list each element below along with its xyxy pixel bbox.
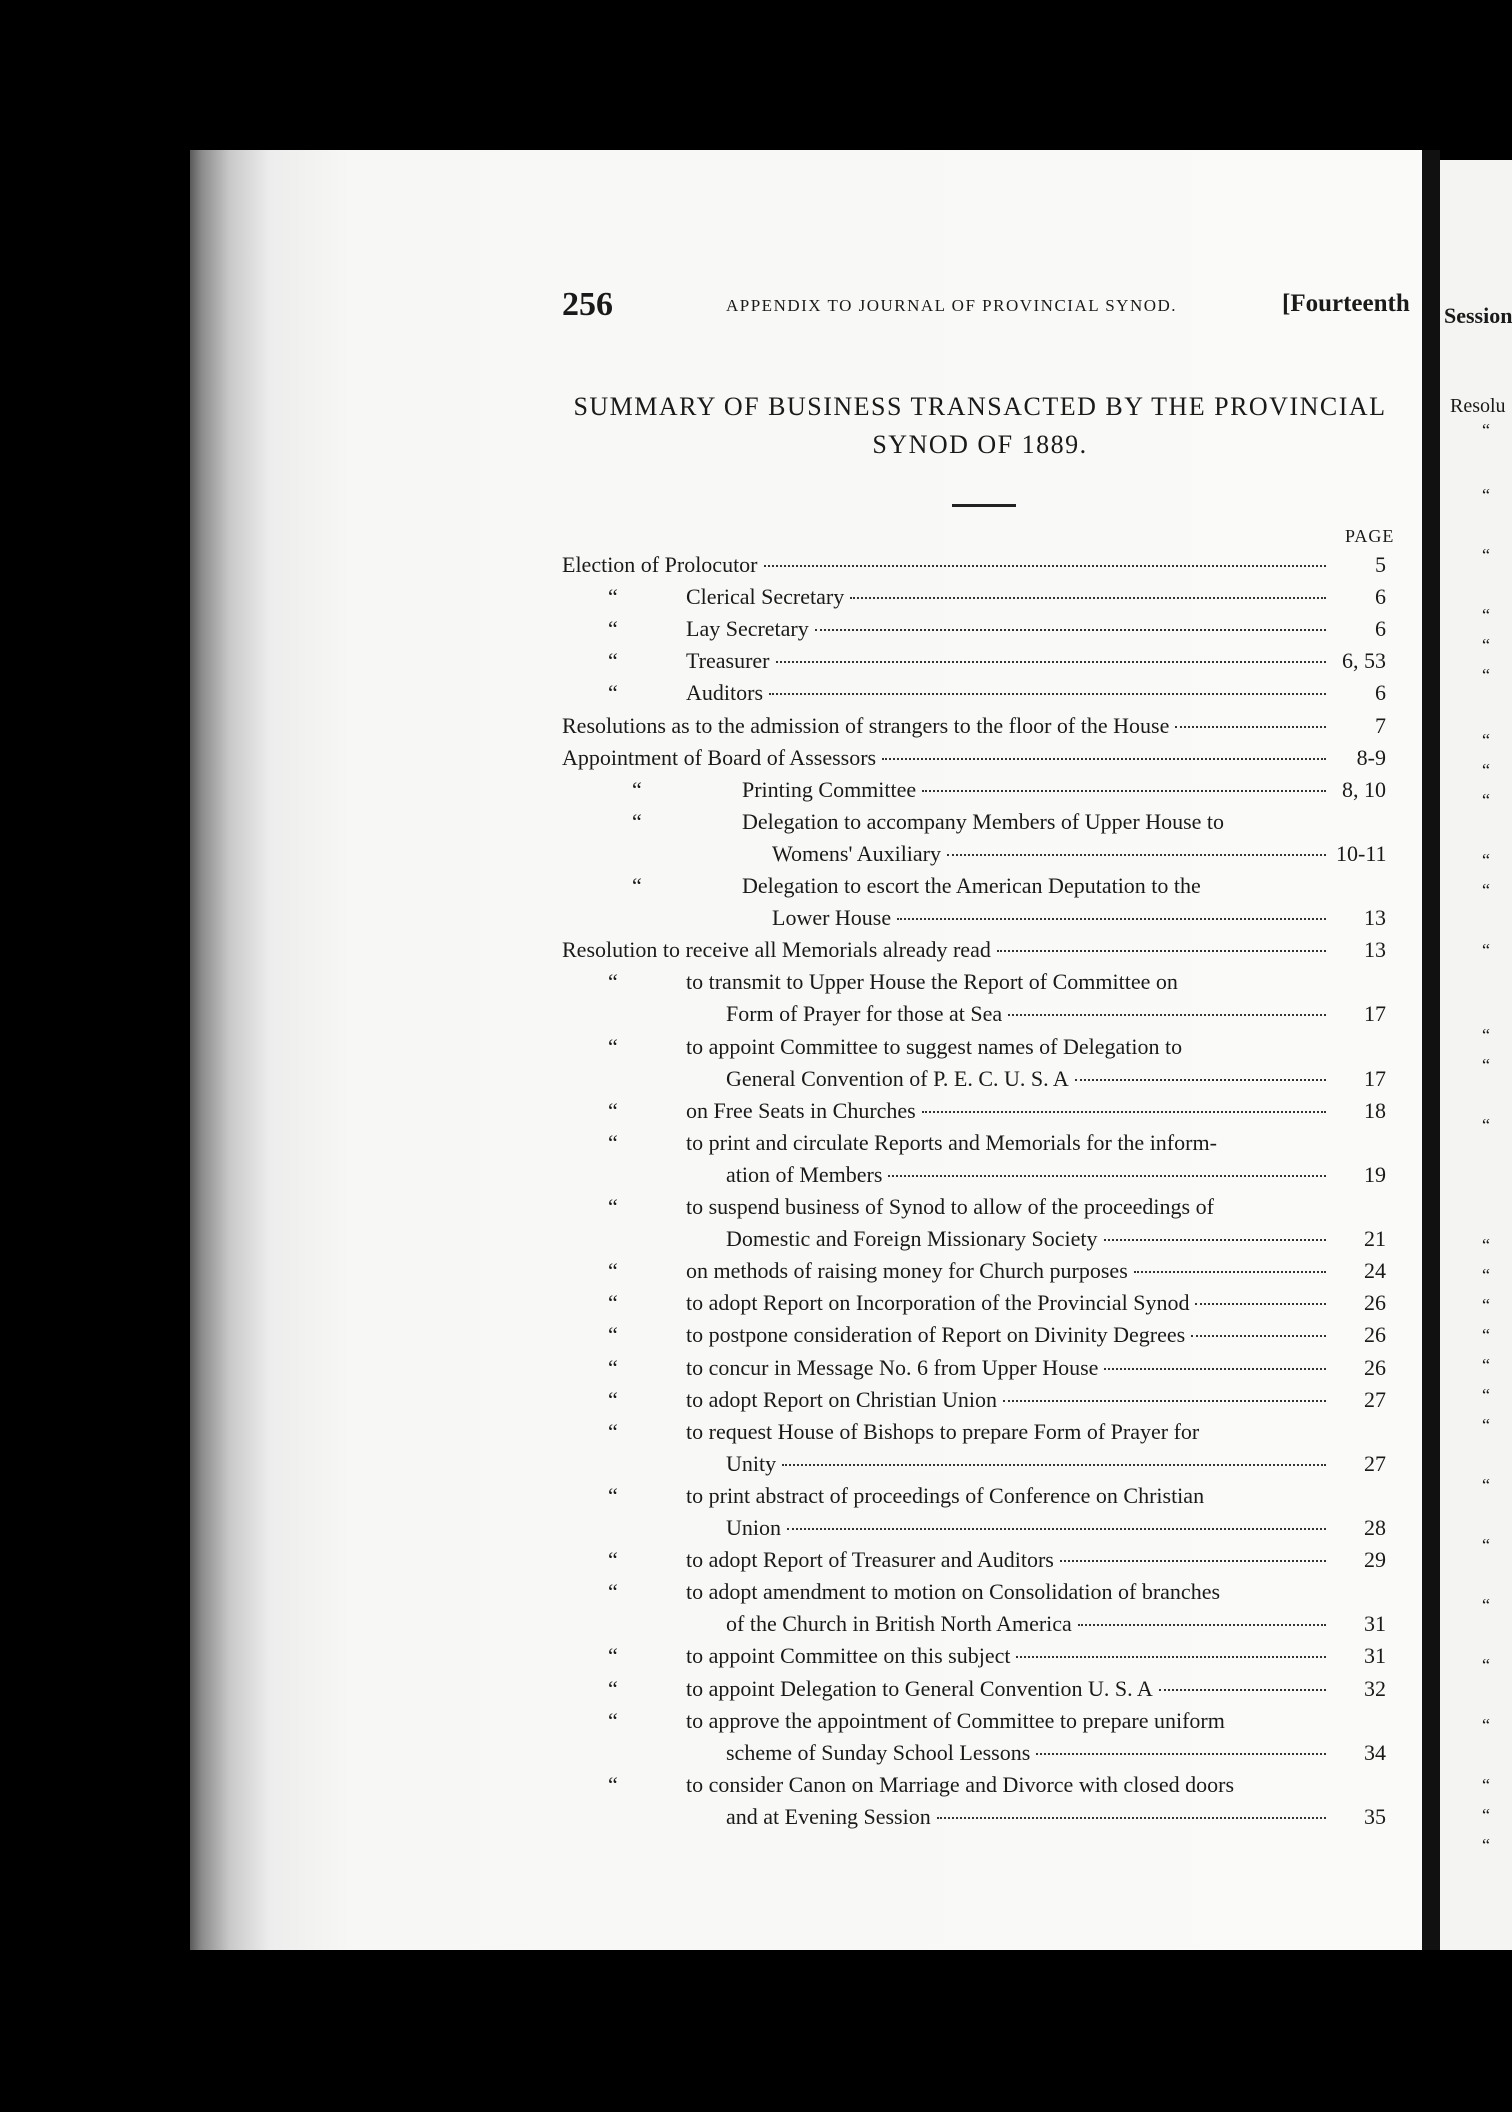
leader-dots — [922, 1111, 1326, 1113]
entry-page-number: 8, 10 — [1342, 776, 1386, 802]
entry-page-number: 26 — [1364, 1322, 1386, 1348]
leader-dots — [850, 597, 1326, 599]
entry-line — [686, 1128, 1332, 1158]
entry-text: Auditors — [686, 680, 763, 706]
ditto-mark: “ — [608, 584, 618, 610]
entry-text: to adopt amendment to motion on Consolidation of branches — [686, 1579, 1221, 1605]
entry-text: Treasurer — [686, 648, 770, 674]
entry-page-number: 6 — [1375, 616, 1386, 642]
entry-line — [686, 1353, 1386, 1383]
leader-dots — [947, 854, 1326, 856]
entry-text: to appoint Committee to suggest names of Delegation to — [686, 1033, 1183, 1059]
ditto-mark: “ — [608, 1290, 618, 1316]
facing-page-ditto: “ — [1482, 1235, 1490, 1255]
facing-page-header: Session — [1444, 303, 1512, 328]
facing-page-ditto: “ — [1482, 730, 1490, 750]
entry-page-number: 26 — [1364, 1354, 1386, 1380]
entry-line — [772, 839, 1387, 869]
entry-text: Clerical Secretary — [686, 584, 845, 610]
entry-line — [686, 1032, 1332, 1062]
entry-page-number: 13 — [1364, 905, 1386, 931]
facing-page-ditto: “ — [1482, 940, 1490, 960]
entry-line — [686, 1320, 1386, 1350]
entry-line — [686, 678, 1386, 708]
entry-page-number: 10-11 — [1336, 840, 1387, 866]
entry-text: Delegation to accompany Members of Upper House to — [742, 808, 1225, 834]
entry-text: Delegation to escort the American Deputation to the — [742, 873, 1201, 898]
entry-text: Form of Prayer for those at Sea — [726, 1001, 1003, 1027]
entry-line — [686, 1641, 1386, 1671]
running-session: [Fourteenth — [1282, 290, 1410, 317]
facing-page-ditto: “ — [1482, 1595, 1490, 1615]
ditto-mark: “ — [608, 1771, 618, 1797]
entry-text: to adopt Report on Incorporation of the Provincial Synod — [686, 1290, 1190, 1316]
entry-text: to postpone consideration of Report on Divinity Degrees — [686, 1322, 1186, 1348]
entry-text: Womens' Auxiliary — [772, 840, 942, 866]
entry-line — [772, 903, 1386, 933]
ditto-mark: “ — [608, 1418, 618, 1444]
leader-dots — [1060, 1560, 1326, 1562]
page-title-line-1: SUMMARY OF BUSINESS TRANSACTED BY THE PROVINCIAL — [573, 392, 1387, 421]
facing-page-ditto: “ — [1482, 1385, 1490, 1405]
entry-page-number: 6 — [1375, 680, 1386, 706]
ditto-mark: “ — [632, 873, 642, 898]
facing-page-ditto: “ — [1482, 1325, 1490, 1345]
entry-line — [686, 1096, 1386, 1126]
entry-text: to adopt Report on Christian Union — [686, 1386, 998, 1412]
entry-text: Lower House — [772, 905, 892, 931]
entry-page-number: 31 — [1364, 1611, 1386, 1637]
entry-page-number: 18 — [1364, 1097, 1386, 1123]
entry-line — [686, 1706, 1332, 1736]
leader-dots — [1008, 1014, 1326, 1016]
ditto-mark: “ — [608, 616, 618, 642]
ditto-mark: “ — [608, 1643, 618, 1669]
entry-line — [726, 1802, 1386, 1832]
ditto-mark: “ — [608, 1386, 618, 1412]
leader-dots — [1104, 1368, 1326, 1370]
leader-dots — [764, 565, 1326, 567]
ditto-mark: “ — [608, 1033, 618, 1059]
leader-dots — [769, 693, 1326, 695]
entry-text: to transmit to Upper House the Report of Committee on — [686, 969, 1178, 995]
entry-page-number: 19 — [1364, 1161, 1386, 1187]
entry-text: Lay Secretary — [686, 616, 809, 642]
entry-page-number: 28 — [1364, 1515, 1386, 1540]
leader-dots — [1134, 1271, 1326, 1273]
facing-page-ditto: “ — [1482, 760, 1490, 780]
ditto-mark: “ — [608, 1129, 618, 1155]
leader-dots — [815, 629, 1326, 631]
entry-line — [562, 550, 1386, 580]
page-title-line-2: SYNOD OF 1889. — [872, 430, 1088, 459]
entry-line — [686, 1577, 1332, 1607]
entry-page-number: 32 — [1364, 1675, 1386, 1701]
entry-text: to consider Canon on Marriage and Divorce with closed doors — [686, 1771, 1235, 1797]
leader-dots — [1104, 1239, 1326, 1241]
page-number: 256 — [562, 286, 613, 323]
entry-line — [686, 1288, 1386, 1318]
entry-text: to request House of Bishops to prepare Form of Prayer for — [686, 1418, 1200, 1444]
entry-page-number: 6, 53 — [1342, 648, 1386, 674]
ditto-mark: “ — [608, 1707, 618, 1733]
entry-text: to appoint Delegation to General Convention U. S. A — [686, 1675, 1153, 1701]
ditto-mark: “ — [608, 1194, 618, 1219]
entry-text: to approve the appointment of Committee to prepare uniform — [686, 1707, 1225, 1733]
entry-line — [686, 1770, 1332, 1800]
facing-page-ditto: “ — [1482, 850, 1490, 870]
facing-page-ditto: “ — [1482, 1475, 1490, 1495]
entry-line — [742, 775, 1386, 805]
entry-line — [726, 1064, 1386, 1094]
ditto-mark: “ — [608, 1675, 618, 1701]
entry-text: Domestic and Foreign Missionary Society — [726, 1226, 1098, 1252]
entry-line — [726, 1449, 1386, 1479]
leader-dots — [1175, 726, 1326, 728]
leader-dots — [782, 1464, 1326, 1466]
entry-line — [562, 711, 1386, 741]
facing-page-ditto: “ — [1482, 545, 1490, 565]
entry-line — [686, 1417, 1332, 1447]
running-title: APPENDIX TO JOURNAL OF PROVINCIAL SYNOD. — [726, 296, 1178, 315]
entry-text: to print abstract of proceedings of Conference on Christian — [686, 1482, 1205, 1508]
facing-page-ditto: “ — [1482, 1415, 1490, 1435]
ditto-mark: “ — [608, 1258, 618, 1284]
entry-text: Union — [726, 1515, 781, 1540]
entry-line — [686, 1481, 1332, 1511]
facing-page-ditto: “ — [1482, 1655, 1490, 1675]
facing-page-ditto: “ — [1482, 1115, 1490, 1135]
entry-text: on Free Seats in Churches — [686, 1097, 916, 1123]
facing-page-ditto: “ — [1482, 1055, 1490, 1075]
ditto-mark: “ — [632, 776, 642, 802]
facing-page-ditto: “ — [1482, 485, 1490, 505]
leader-dots — [922, 790, 1326, 792]
leader-dots — [937, 1817, 1326, 1819]
facing-page-first-word: Resolu — [1450, 395, 1506, 417]
entry-text: Resolution to receive all Memorials already read — [562, 937, 991, 963]
entry-text: on methods of raising money for Church purposes — [686, 1258, 1128, 1284]
leader-dots — [1159, 1689, 1326, 1691]
leader-dots — [888, 1175, 1326, 1177]
entry-line — [686, 1385, 1386, 1415]
entry-page-number: 5 — [1375, 552, 1386, 577]
entry-text: to adopt Report of Treasurer and Auditors — [686, 1547, 1054, 1573]
entry-text: and at Evening Session — [726, 1803, 931, 1829]
leader-dots — [1078, 1624, 1326, 1626]
facing-page-ditto: “ — [1482, 1535, 1490, 1555]
entry-text: to suspend business of Synod to allow of the proceedings of — [686, 1194, 1214, 1219]
entry-page-number: 13 — [1364, 937, 1386, 963]
facing-page-ditto: “ — [1482, 880, 1490, 900]
entry-text: General Convention of P. E. C. U. S. A — [726, 1065, 1069, 1091]
entry-line — [686, 614, 1386, 644]
entry-page-number: 8-9 — [1356, 744, 1386, 770]
entry-page-number: 24 — [1364, 1258, 1386, 1284]
entry-text: to print and circulate Reports and Memorials for the inform- — [686, 1129, 1217, 1155]
leader-dots — [882, 758, 1326, 760]
entry-text: Appointment of Board of Assessors — [562, 744, 877, 770]
entry-line — [686, 967, 1332, 997]
entry-text: to appoint Committee on this subject — [686, 1643, 1011, 1669]
ditto-mark: “ — [608, 1579, 618, 1605]
entry-text: Election of Prolocutor — [562, 552, 758, 577]
facing-page-ditto: “ — [1482, 1805, 1490, 1825]
leader-dots — [897, 918, 1326, 920]
facing-page-ditto: “ — [1482, 420, 1490, 440]
facing-page-ditto: “ — [1482, 1295, 1490, 1315]
entry-text: Resolutions as to the admission of strangers to the floor of the House — [562, 712, 1170, 738]
entry-page-number: 17 — [1364, 1065, 1386, 1091]
entry-page-number: 17 — [1364, 1001, 1386, 1027]
ditto-mark: “ — [608, 1097, 618, 1123]
leader-dots — [1191, 1335, 1326, 1337]
leader-dots — [1016, 1656, 1326, 1658]
entry-text: to concur in Message No. 6 from Upper House — [686, 1354, 1099, 1380]
entry-line — [686, 582, 1386, 612]
entry-line — [562, 935, 1386, 965]
entry-page-number: 27 — [1364, 1386, 1386, 1412]
leader-dots — [1075, 1079, 1326, 1081]
entry-line — [726, 1513, 1386, 1543]
ditto-mark: “ — [608, 1547, 618, 1573]
entry-line — [726, 1609, 1386, 1639]
entry-text: ation of Members — [726, 1161, 883, 1187]
entry-page-number: 29 — [1364, 1547, 1386, 1573]
entry-text: of the Church in British North America — [726, 1611, 1072, 1637]
page-column-label: PAGE — [1345, 526, 1395, 546]
facing-page-ditto: “ — [1482, 1715, 1490, 1735]
facing-page-ditto: “ — [1482, 1775, 1490, 1795]
entry-page-number: 35 — [1364, 1803, 1386, 1829]
ditto-mark: “ — [608, 1482, 618, 1508]
ditto-mark: “ — [608, 1322, 618, 1348]
entry-page-number: 6 — [1375, 584, 1386, 610]
leader-dots — [1195, 1303, 1326, 1305]
leader-dots — [776, 661, 1327, 663]
entry-line — [726, 1160, 1386, 1190]
ditto-mark: “ — [632, 808, 642, 834]
entry-page-number: 34 — [1364, 1739, 1386, 1765]
entry-page-number: 31 — [1364, 1643, 1386, 1669]
ditto-mark: “ — [608, 680, 618, 706]
facing-page-ditto: “ — [1482, 1265, 1490, 1285]
entry-line — [686, 646, 1386, 676]
facing-page-ditto: “ — [1482, 1835, 1490, 1855]
ditto-mark: “ — [608, 648, 618, 674]
facing-page-ditto: “ — [1482, 665, 1490, 685]
ditto-mark: “ — [608, 969, 618, 995]
entry-line — [726, 1738, 1386, 1768]
leader-dots — [997, 950, 1326, 952]
entry-page-number: 21 — [1364, 1226, 1386, 1252]
entry-text: Unity — [726, 1450, 777, 1476]
facing-page-ditto: “ — [1482, 790, 1490, 810]
entry-line — [742, 807, 1332, 837]
leader-dots — [1003, 1400, 1326, 1402]
ditto-mark: “ — [608, 1354, 618, 1380]
facing-page-ditto: “ — [1482, 1355, 1490, 1375]
facing-page-ditto: “ — [1482, 635, 1490, 655]
facing-page-ditto: “ — [1482, 1025, 1490, 1045]
leader-dots — [787, 1528, 1326, 1530]
entry-line — [726, 999, 1386, 1029]
entry-line — [726, 1224, 1386, 1254]
entry-line — [686, 1192, 1332, 1222]
entry-text: scheme of Sunday School Lessons — [726, 1739, 1031, 1765]
entry-page-number: 7 — [1375, 712, 1386, 738]
entry-line — [686, 1256, 1386, 1286]
entry-line — [686, 1674, 1386, 1704]
entry-line — [686, 1545, 1386, 1575]
entry-text: Printing Committee — [742, 776, 917, 802]
entry-page-number: 26 — [1364, 1290, 1386, 1316]
entry-line — [562, 743, 1386, 773]
entry-line — [742, 871, 1332, 901]
facing-page-ditto: “ — [1482, 605, 1490, 625]
leader-dots — [1036, 1753, 1326, 1755]
entry-page-number: 27 — [1364, 1450, 1386, 1476]
